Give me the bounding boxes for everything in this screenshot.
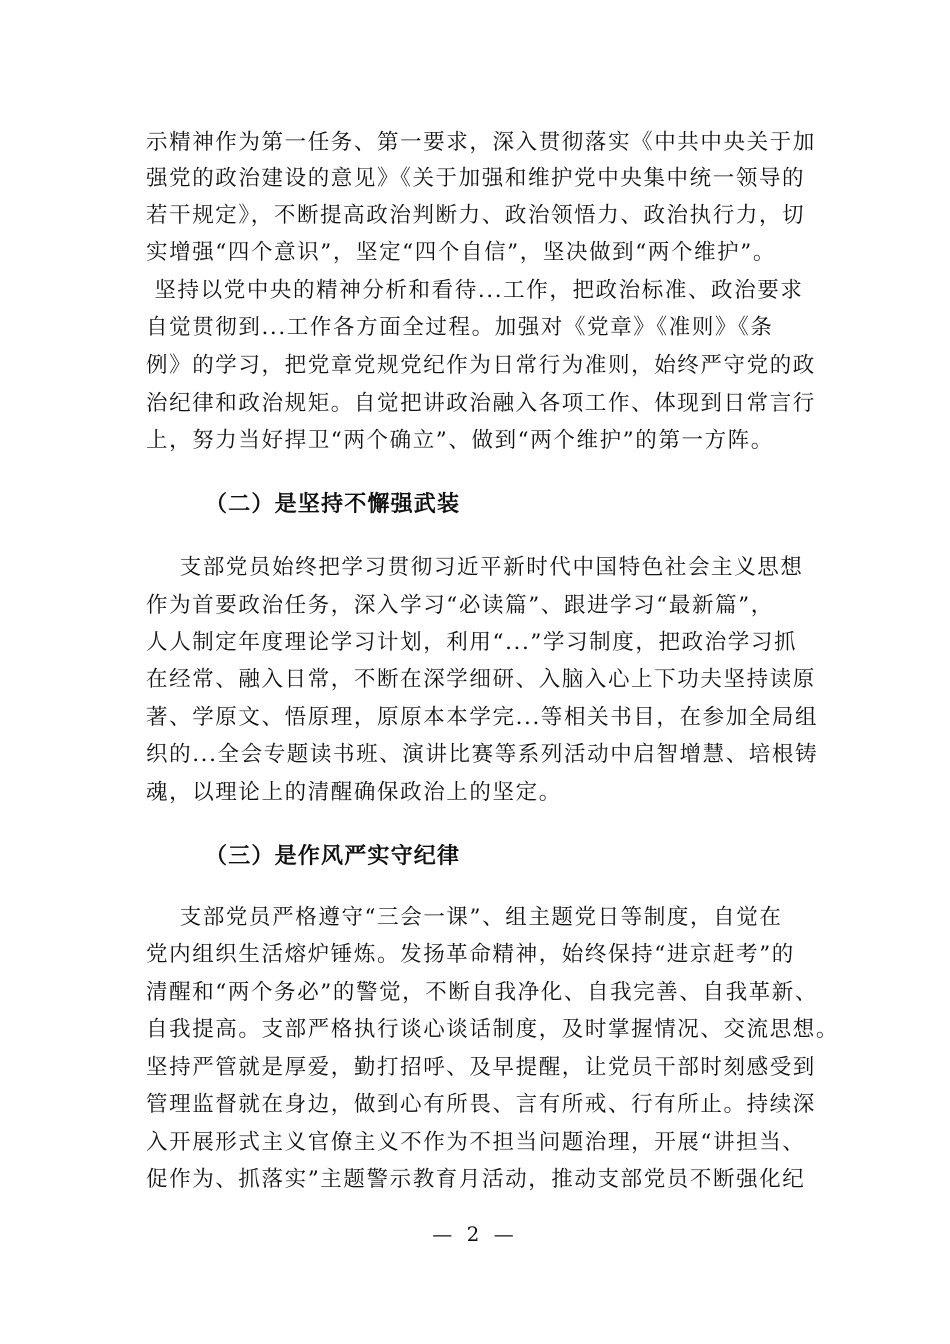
section-heading: （三）是作风严实守纪律	[205, 844, 461, 869]
paragraph-line: 自我提高。支部严格执行谈心谈话制度，及时掌握情况、交流思想。	[146, 1017, 840, 1042]
paragraph-line: 支部党员始终把学习贯彻习近平新时代中国特色社会主义思想	[146, 555, 804, 580]
paragraph-line: 上，努力当好捍卫“两个确立”、做到“两个维护”的第一方阵。	[146, 428, 774, 453]
page-number: — 2 —	[432, 1222, 518, 1246]
paragraph-line: 在经常、融入日常，不断在深学细研、入脑入心上下功夫坚持读原	[146, 667, 816, 692]
paragraph-line: 示精神作为第一任务、第一要求，深入贯彻落实《中共中央关于加	[146, 130, 816, 155]
paragraph-line: 若干规定》，不断提高政治判断力、政治领悟力、政治执行力，切	[146, 203, 806, 228]
paragraph-line: 促作为、抓落实”主题警示教育月活动，推动支部党员不断强化纪	[146, 1167, 806, 1192]
paragraph-line: 入开展形式主义官僚主义不作为不担当问题治理，开展“讲担当、	[146, 1130, 806, 1155]
paragraph-line: 自觉贯彻到...工作各方面全过程。加强对《党章》《准则》《条	[146, 315, 774, 340]
paragraph-line: 坚持严管就是厚爱，勤打招呼、及早提醒，让党员干部时刻感受到	[146, 1055, 816, 1080]
paragraph-line: 作为首要政治任务，深入学习“必读篇”、跟进学习“最新篇”，	[146, 593, 774, 618]
paragraph-line: 强党的政治建设的意见》《关于加强和维护党中央集中统一领导的	[146, 166, 806, 191]
paragraph-line: 坚持以党中央的精神分析和看待...工作，把政治标准、政治要求	[146, 278, 804, 303]
paragraph-line: 例》的学习，把党章党规党纪作为日常行为准则，始终严守党的政	[146, 353, 816, 378]
paragraph-line: 著、学原文、悟原理，原原本本学完...等相关书目，在参加全局组	[146, 705, 819, 730]
paragraph-line: 管理监督就在身边，做到心有所畏、言有所戒、行有所止。持续深	[146, 1092, 816, 1117]
paragraph-line: 织的...全会专题读书班、演讲比赛等系列活动中启智增慧、培根铸	[146, 742, 819, 767]
paragraph-line: 魂，以理论上的清醒确保政治上的坚定。	[146, 780, 562, 805]
paragraph-line: 党内组织生活熔炉锤炼。发扬革命精神，始终保持“进京赶考”的	[146, 942, 795, 967]
paragraph-line: 人人制定年度理论学习计划，利用“...”学习制度，把政治学习抓	[146, 630, 798, 655]
paragraph-line: 清醒和“两个务必”的警觉，不断自我净化、自我完善、自我革新、	[146, 980, 818, 1005]
paragraph-line: 支部党员严格遵守“三会一课”、组主题党日等制度，自觉在	[146, 905, 783, 930]
paragraph-line: 实增强“四个意识”，坚定“四个自信”，坚决做到“两个维护”。	[146, 240, 776, 265]
section-heading: （二）是坚持不懈强武装	[205, 492, 461, 517]
paragraph-line: 治纪律和政治规矩。自觉把讲政治融入各项工作、体现到日常言行	[146, 391, 816, 416]
